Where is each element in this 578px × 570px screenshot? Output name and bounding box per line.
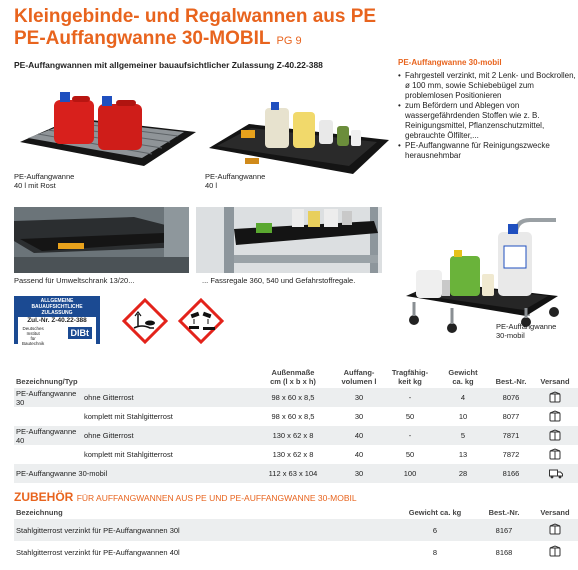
- table-row: [14, 541, 578, 563]
- acc-row-gewicht: 6: [394, 519, 476, 541]
- accessories-title-small: FÜR AUFFANGWANNEN AUS PE UND PE-AUFFANGWANNE 30-MOBIL: [76, 493, 357, 503]
- row-versand: [532, 464, 578, 483]
- row-bestnr: 8166: [490, 464, 532, 483]
- parcel-icon: [549, 429, 561, 441]
- accessories-title: [14, 490, 357, 504]
- row-gewicht: 13: [458, 450, 468, 459]
- col-masse-label: Außenmaße cm (l x b x h): [270, 368, 316, 386]
- col-tragfaehigkeit-label: Tragfähig- keit kg: [391, 368, 429, 386]
- row-name: [14, 407, 82, 426]
- row-versand: [532, 426, 578, 445]
- badge-institute-line: Institut: [26, 331, 40, 336]
- row-name: PE-Auffangwanne 40: [14, 426, 82, 445]
- cabinet-image: [14, 207, 189, 273]
- row-name: [14, 445, 82, 464]
- product-title-text: PE-Auffangwanne 30-MOBIL: [14, 28, 271, 49]
- feature-item: • PE-Auffangwanne für Reinigungszwecke herausnehmbar: [398, 141, 578, 161]
- badge-institute-line: Bautechnik: [22, 341, 45, 346]
- parcel-icon: [549, 391, 561, 403]
- col-masse: [252, 366, 334, 388]
- corrosive-hazard-icon: [178, 298, 224, 349]
- row-versand: [532, 388, 578, 407]
- accessories-table: [14, 506, 578, 563]
- col-gewicht-label: Gewicht ca. kg: [448, 368, 478, 386]
- row-gewicht: 28: [436, 464, 490, 483]
- badge-institute-line: für: [30, 336, 36, 341]
- caption-shelf: ... Fassregale 360, 540 und Gefahrstoffregale.: [202, 276, 356, 285]
- col-tragfaehigkeit: [384, 366, 436, 388]
- row-volumen: 30: [334, 464, 384, 483]
- parcel-icon: [549, 545, 561, 557]
- row-volumen: 30: [334, 388, 384, 407]
- row-tragfaehigkeit: 100: [384, 464, 436, 483]
- col-bezeichnung: Bezeichnung/Typ: [16, 377, 78, 386]
- approval-badge: [14, 296, 100, 344]
- product-title: [14, 28, 302, 52]
- table-row: [14, 464, 578, 483]
- truck-icon: [549, 467, 561, 479]
- col-bestnr: Best.-Nr.: [495, 377, 527, 386]
- row-variant: ohne Gitterrost: [82, 426, 252, 445]
- feature-heading: PE-Auffangwanne 30-mobil: [398, 58, 502, 67]
- mobile-cart-image: [398, 212, 578, 336]
- row-bestnr: 8077: [502, 412, 520, 421]
- col-volumen-label: Auffang- volumen l: [341, 368, 377, 386]
- feature-item: • Fahrgestell verzinkt, mit 2 Lenk- und Bockrollen, ø 100 mm, sowie Schiebebügel zum problemlosen Positionieren: [398, 71, 578, 101]
- acc-col-gewicht: Gewicht ca. kg: [408, 508, 462, 517]
- acc-col-bestnr: Best.-Nr.: [488, 508, 520, 517]
- row-gewicht: 4: [436, 388, 490, 407]
- acc-col-versand: Versand: [540, 508, 570, 517]
- table-row: [14, 519, 578, 541]
- shelf-image: [196, 207, 382, 273]
- dibt-logo: DIBt: [68, 327, 93, 339]
- acc-row-bestnr: 8167: [476, 519, 532, 541]
- caption-tray-canisters: [205, 172, 265, 190]
- acc-row-versand: [532, 519, 578, 541]
- acc-row-name: Stahlgitterrost verzinkt für PE-Auffangwannen 40l: [16, 547, 180, 557]
- table-row: [14, 426, 578, 445]
- badge-line: ALLGEMEINE BAUAUFSICHTLICHE: [31, 298, 83, 310]
- environment-hazard-icon: [122, 298, 168, 349]
- row-tragfaehigkeit: -: [384, 426, 436, 445]
- acc-col-bezeichnung: Bezeichnung: [16, 508, 63, 517]
- row-volumen: 30: [354, 412, 364, 421]
- col-gewicht: [436, 366, 490, 388]
- row-masse: 98 x 60 x 8,5: [252, 388, 334, 407]
- acc-row-bestnr: 8168: [495, 547, 513, 557]
- caption-line: PE-Auffangwanne: [14, 172, 75, 181]
- row-bestnr: 7872: [502, 450, 520, 459]
- feature-item: • zum Befördern und Ablegen von wassergefährdenden Stoffen wie z. B. Reinigungsmittel, Pflanzenschutzmittel, gebrauchte Ölfilter,...: [398, 101, 578, 141]
- caption-tray-grate: [14, 172, 74, 190]
- table-row: [14, 388, 578, 407]
- caption-mobile-cart: [496, 322, 556, 340]
- badge-institute: [22, 326, 44, 346]
- row-volumen: 40: [354, 450, 364, 459]
- table-row: [14, 407, 578, 426]
- row-bestnr: 8076: [490, 388, 532, 407]
- product-table: [14, 366, 578, 483]
- approval-subtitle: PE-Auffangwannen mit allgemeiner bauaufsichtlicher Zulassung Z-40.22-388: [14, 60, 323, 70]
- pg-label: PG 9: [276, 35, 302, 47]
- row-bestnr: 7871: [490, 426, 532, 445]
- col-versand: Versand: [540, 377, 570, 386]
- row-name: PE-Auffangwanne 30-mobil: [14, 464, 252, 483]
- caption-line: PE-Auffangwanne: [205, 172, 266, 181]
- badge-line: ZULASSUNG: [41, 310, 73, 316]
- caption-line: 30-mobil: [496, 331, 525, 340]
- row-versand: [532, 407, 578, 426]
- parcel-icon: [549, 448, 561, 460]
- badge-header: [15, 297, 99, 316]
- accessories-title-big: ZUBEHÖR: [14, 490, 74, 504]
- page-title: Kleingebinde- und Regalwannen aus PE: [14, 6, 377, 27]
- row-variant: komplett mit Stahlgitterrost: [84, 450, 173, 459]
- badge-institute-line: Deutsches: [22, 326, 44, 331]
- row-volumen: 40: [334, 426, 384, 445]
- caption-line: 40 l mit Rost: [14, 181, 56, 190]
- row-tragfaehigkeit: -: [384, 388, 436, 407]
- acc-row-versand: [532, 541, 578, 563]
- row-tragfaehigkeit: 50: [405, 450, 415, 459]
- tray-with-grate-image: [14, 76, 198, 172]
- row-masse: 130 x 62 x 8: [272, 450, 314, 459]
- row-versand: [532, 445, 578, 464]
- tray-with-canisters-image: [205, 100, 391, 178]
- row-gewicht: 5: [436, 426, 490, 445]
- caption-line: PE-Auffangwanne: [496, 322, 557, 331]
- parcel-icon: [549, 410, 561, 422]
- row-tragfaehigkeit: 50: [405, 412, 415, 421]
- row-masse: 98 x 60 x 8,5: [271, 412, 315, 421]
- row-variant: komplett mit Stahlgitterrost: [84, 412, 173, 421]
- feature-list: [398, 71, 578, 161]
- row-gewicht: 10: [458, 412, 468, 421]
- badge-body: [18, 317, 96, 349]
- acc-row-name: Stahlgitterrost verzinkt für PE-Auffangwannen 30l: [14, 519, 394, 541]
- feature-box: [398, 58, 578, 161]
- row-name: PE-Auffangwanne 30: [14, 388, 82, 407]
- caption-line: 40 l: [205, 181, 218, 190]
- row-masse: 112 x 63 x 104: [252, 464, 334, 483]
- caption-cabinet: Passend für Umweltschrank 13/20...: [14, 276, 135, 285]
- badge-number: Zul.-Nr. Z-40.22-388: [27, 317, 87, 324]
- row-variant: ohne Gitterrost: [82, 388, 252, 407]
- col-volumen: [334, 366, 384, 388]
- acc-row-gewicht: 8: [432, 547, 438, 557]
- row-masse: 130 x 62 x 8: [252, 426, 334, 445]
- parcel-icon: [549, 523, 561, 535]
- table-row: [14, 445, 578, 464]
